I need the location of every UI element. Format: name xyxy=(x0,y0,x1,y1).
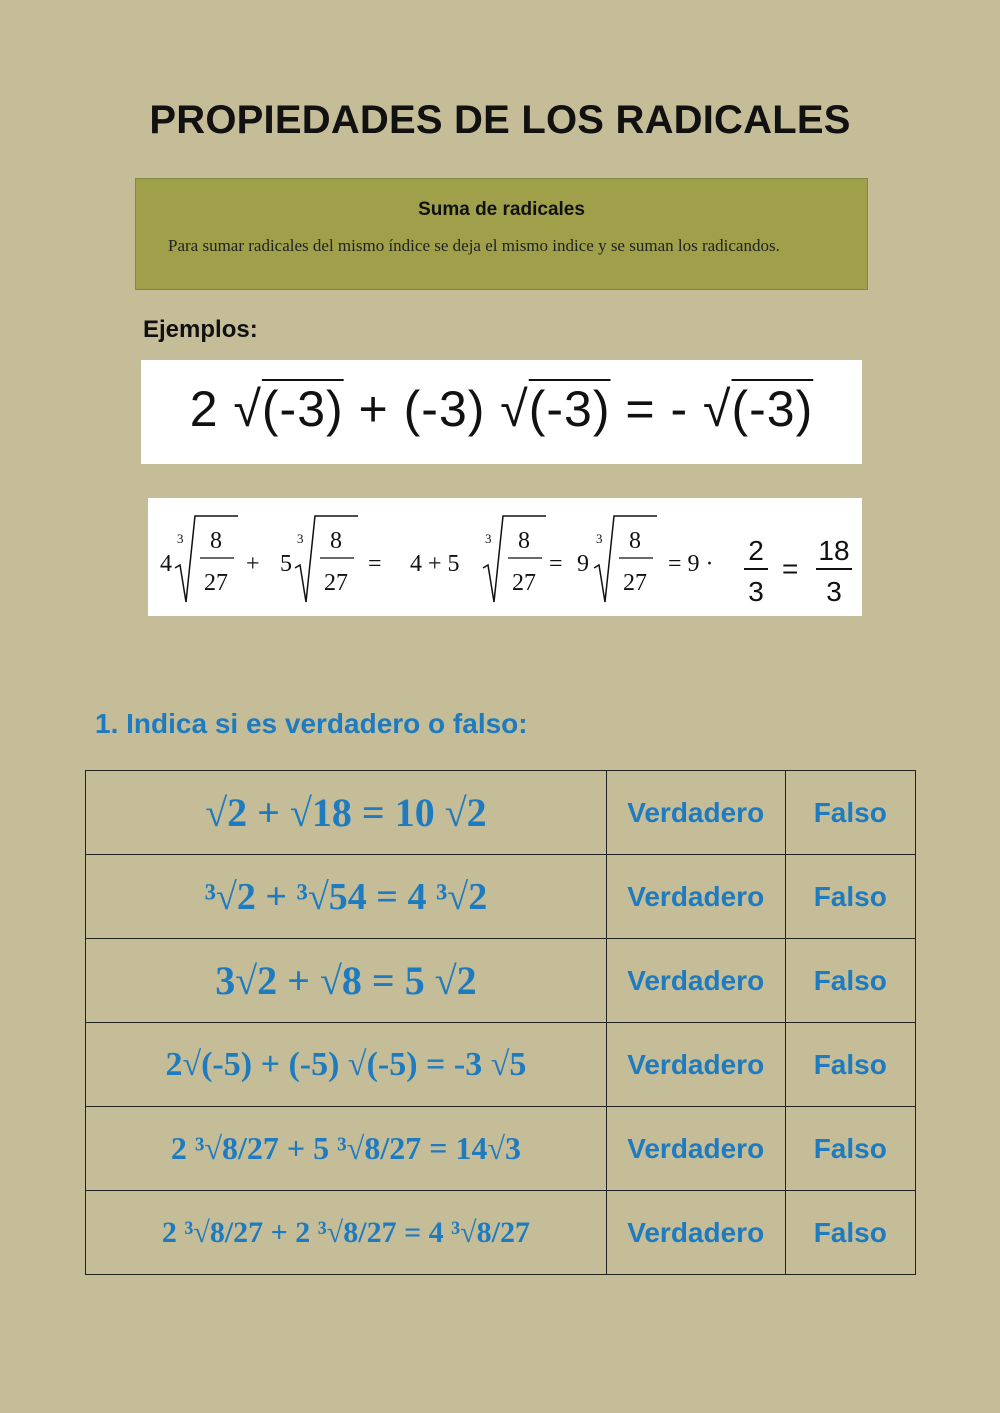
table-row xyxy=(86,1191,916,1275)
falso-option[interactable]: Falso xyxy=(785,1023,915,1107)
ex1-radicand-1: (-3) xyxy=(261,381,344,437)
numerator: 8 xyxy=(629,528,641,554)
sum-expression: 4 + 5 xyxy=(410,551,460,577)
examples-label: Ejemplos: xyxy=(143,316,258,343)
denominator: 27 xyxy=(512,570,536,596)
table-row xyxy=(86,771,916,855)
falso-option[interactable]: Falso xyxy=(785,771,915,855)
falso-option[interactable]: Falso xyxy=(785,855,915,939)
numerator: 8 xyxy=(330,528,342,554)
result-denominator: 3 xyxy=(826,576,842,607)
numerator: 8 xyxy=(210,528,222,554)
denominator: 27 xyxy=(623,570,647,596)
root-symbol: √ xyxy=(500,381,529,437)
rule-heading: Suma de radicales xyxy=(418,199,585,220)
fraction-denominator: 3 xyxy=(748,576,764,607)
statement-cell: 2√(-5) + (-5) √(-5) = -3 √5 xyxy=(86,1023,607,1107)
example-2-image xyxy=(148,498,862,616)
statement-cell: 3√2 + √8 = 5 √2 xyxy=(86,939,607,1023)
root-symbol: √ xyxy=(233,381,262,437)
coef-b: 5 xyxy=(280,551,292,577)
index: 3 xyxy=(485,531,492,546)
example-1-image xyxy=(141,360,862,464)
index: 3 xyxy=(596,531,603,546)
numerator: 8 xyxy=(518,528,530,554)
plus-sign: + xyxy=(246,551,260,577)
verdadero-option[interactable]: Verdadero xyxy=(606,771,785,855)
coef-a: 4 xyxy=(160,551,172,577)
falso-option[interactable]: Falso xyxy=(785,1107,915,1191)
table-row xyxy=(86,939,916,1023)
ex1-equals: = - xyxy=(610,381,704,437)
equals-sign: = xyxy=(549,551,563,577)
page-title: PROPIEDADES DE LOS RADICALES xyxy=(149,98,851,142)
rule-text: Para sumar radicales del mismo índice se deja el mismo indice y se suman los radicandos. xyxy=(168,236,780,255)
coef-c: 9 xyxy=(577,551,589,577)
times-expression: = 9 · xyxy=(668,551,714,577)
true-false-table xyxy=(85,770,916,1275)
result-numerator: 18 xyxy=(818,535,850,566)
equals-sign: = xyxy=(782,553,799,584)
statement-cell: 2 ³√8/27 + 5 ³√8/27 = 14√3 xyxy=(86,1107,607,1191)
rule-box xyxy=(135,178,868,290)
ex1-radicand-3: (-3) xyxy=(731,381,814,437)
falso-option[interactable]: Falso xyxy=(785,939,915,1023)
question-heading: 1. Indica si es verdadero o falso: xyxy=(95,708,528,739)
table-row xyxy=(86,1023,916,1107)
table-row xyxy=(86,1107,916,1191)
verdadero-option[interactable]: Verdadero xyxy=(606,855,785,939)
verdadero-option[interactable]: Verdadero xyxy=(606,1023,785,1107)
table-row xyxy=(86,855,916,939)
fraction-numerator: 2 xyxy=(748,535,764,566)
index: 3 xyxy=(297,531,304,546)
verdadero-option[interactable]: Verdadero xyxy=(606,939,785,1023)
example-1-expression xyxy=(141,380,862,438)
index: 3 xyxy=(177,531,184,546)
verdadero-option[interactable]: Verdadero xyxy=(606,1191,785,1275)
verdadero-option[interactable]: Verdadero xyxy=(606,1107,785,1191)
denominator: 27 xyxy=(324,570,348,596)
statement-cell: √2 + √18 = 10 √2 xyxy=(86,771,607,855)
ex1-plus-coef: + (-3) xyxy=(343,381,501,437)
falso-option[interactable]: Falso xyxy=(785,1191,915,1275)
root-symbol: √ xyxy=(703,381,732,437)
statement-cell: 2 ³√8/27 + 2 ³√8/27 = 4 ³√8/27 xyxy=(86,1191,607,1275)
equals-sign: = xyxy=(368,551,382,577)
ex1-coef: 2 xyxy=(189,381,234,437)
example-2-formula xyxy=(148,498,862,616)
statement-cell: ³√2 + ³√54 = 4 ³√2 xyxy=(86,855,607,939)
ex1-radicand-2: (-3) xyxy=(528,381,611,437)
denominator: 27 xyxy=(204,570,228,596)
